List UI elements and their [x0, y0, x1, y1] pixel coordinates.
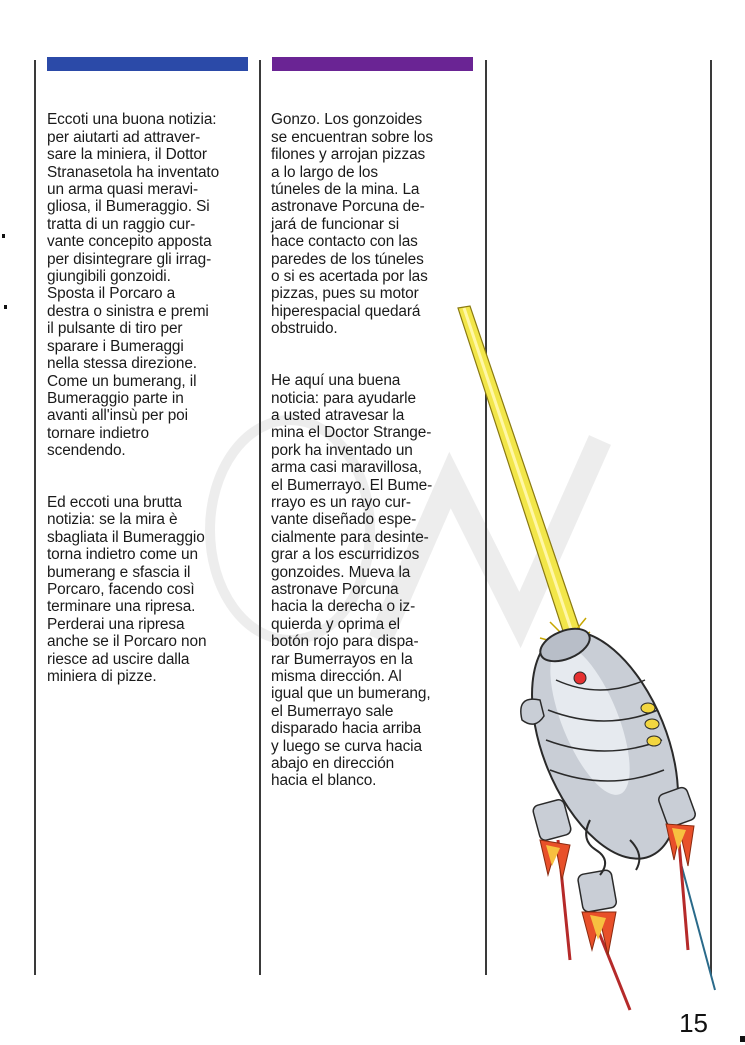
pig-spaceship-firing-beam-icon [440, 300, 740, 1020]
left-column-header-bar [47, 57, 248, 71]
column-rule-left [34, 60, 36, 975]
edge-mark [2, 234, 5, 238]
spanish-paragraph-2: He aquí una buena noticia: para ayudarle a usted atravesar la mina el Doctor Strange- pork ha inventado un arma casi maravillosa, el Bumerrayo. El Bume- rrayo es un rayo cur- vante diseñado espe- cialmente para desinte- grar a los escurridizos gonzoides. Mueva la astronave Porcuna hacia la derecha o iz- quierda y oprima el botón rojo para dispa- rar Bumerrayos en la misma dirección. Al igual que un bumerang, el Bumerrayo sale disparado hacia arriba y luego se curva hacia abajo en dirección hacia el blanco. [271, 372, 433, 790]
italian-paragraph-1: Eccoti una buona notizia: per aiutarti ad attraver- sare la miniera, il Dottor Stranasetola ha inventato un arma quasi meravi- gliosa, il Bumeraggio. Si tratta di un raggio cur- vante concepito apposta per disintegrare gli irrag- giungibili gonzoidi. Sposta il Porcaro a destra o sinistra e premi il pulsante di tiro per sparare i Bumeraggi nella stessa direzione. Come un bumerang, il Bumeraggio parte in avanti all'insù per poi tornare indietro scendendo. [47, 111, 220, 460]
middle-column-header-bar [272, 57, 473, 71]
edge-mark [4, 305, 7, 309]
column-rule-middle [259, 60, 261, 975]
italian-column [47, 94, 253, 720]
page-number: 15 [679, 1008, 708, 1038]
spanish-paragraph-1: Gonzo. Los gonzoides se encuentran sobre los filones y arrojan pizzas a lo largo de los túneles de la mina. La astronave Porcuna de- jará de funcionar si hace contacto con las paredes de los túneles o si es acertada por las pizzas, pues su motor hiperespacial quedará obstruido. [271, 111, 433, 338]
edge-mark [740, 1036, 745, 1042]
italian-paragraph-2: Ed eccoti una brutta notizia: se la mira è sbagliata il Bumeraggio torna indietro come un bumerang e sfascia il Porcaro, facendo così terminare una ripresa. Perderai una ripresa anche se il Porcaro non riesce ad uscire dalla miniera di pizze. [47, 493, 207, 685]
